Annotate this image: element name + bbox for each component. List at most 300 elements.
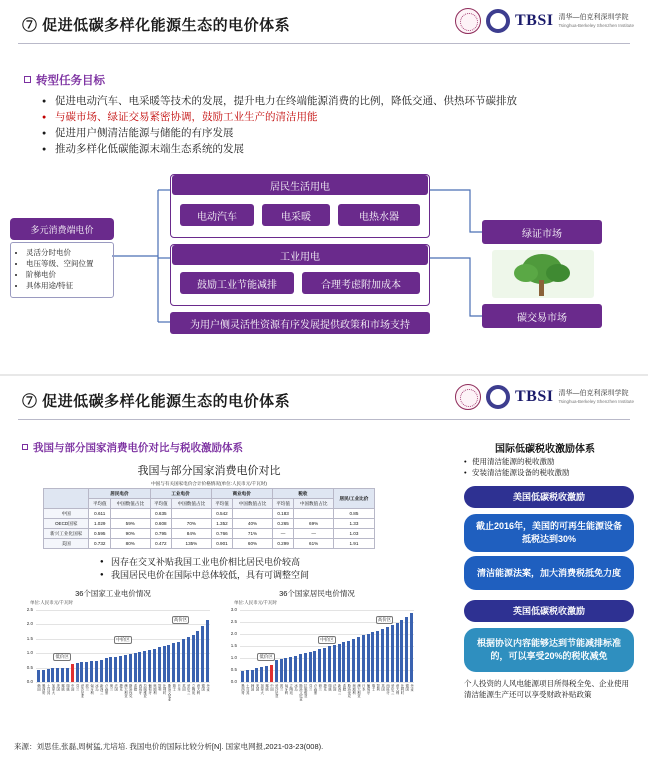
- x-axis-tick-label: 比利时: [162, 684, 167, 695]
- left-card-title: 多元消费端电价: [10, 218, 114, 240]
- bottom-support-bar: 为用户侧灵活性资源有序发展提供政策和市场支持: [170, 312, 430, 334]
- bar: [396, 623, 399, 682]
- gridline: [36, 610, 210, 611]
- bar: [114, 657, 117, 682]
- x-axis-tick-label: 丹麦: [409, 684, 414, 691]
- table-header-cell: 平均值: [272, 499, 294, 509]
- table-cell: 61%: [294, 539, 333, 549]
- table-cell: 69%: [294, 519, 333, 529]
- x-axis-tick-label: 芬兰: [75, 684, 80, 691]
- table-cell: 70%: [172, 519, 211, 529]
- x-axis-tick-label: 芬兰: [308, 684, 313, 691]
- brand-cn-line1: 清华—伯克利深圳学院: [558, 389, 629, 397]
- brand-subtitle: [558, 390, 634, 404]
- resident-panel-title: 居民生活用电: [172, 175, 428, 195]
- list-item: • 电压等级、空间位置: [26, 258, 109, 269]
- bar: [299, 654, 302, 682]
- x-axis-tick-label: 法国: [332, 684, 337, 691]
- x-axis-tick-label: 比利时: [399, 684, 404, 695]
- x-axis-tick-label: 拉脱维亚: [303, 684, 308, 698]
- table-cell: 1.91: [333, 539, 374, 549]
- section-heading: [24, 72, 105, 88]
- table-cell: 0.732: [89, 539, 111, 549]
- table-caption: 中国与有关国家电价合计价格情况(单位:人民币元/千瓦时): [151, 481, 267, 486]
- x-axis-tick-label: 希腊: [133, 684, 138, 691]
- bar: [313, 651, 316, 682]
- x-axis-tick-label: 冰岛: [293, 684, 298, 691]
- table-row: [44, 519, 375, 529]
- resident-item-heating: 电采暖: [262, 204, 330, 226]
- table-cell: 1.33: [333, 519, 374, 529]
- table-cell: [233, 509, 272, 519]
- zone-annotation: 高价区: [377, 616, 392, 622]
- table-cell: 新兴工业化国家: [44, 529, 89, 539]
- bar: [138, 652, 141, 682]
- bar: [265, 666, 268, 682]
- y-axis-tick-label: 0.5: [26, 664, 33, 670]
- bar: [338, 644, 341, 682]
- table-header-cell: 平均值: [211, 499, 233, 509]
- x-axis-tick-label: 捷克: [118, 684, 123, 691]
- bar: [410, 613, 413, 682]
- bar: [376, 631, 379, 682]
- chart-2-ylabel: 单位:人民币元/千瓦时: [234, 600, 277, 605]
- table-header-cell: 平均值: [150, 499, 172, 509]
- bar: [328, 646, 331, 682]
- bar: [260, 667, 263, 682]
- bar: [61, 668, 64, 682]
- table-cell: 0.766: [211, 529, 233, 539]
- table-cell: 90%: [111, 529, 150, 539]
- x-axis-tick-label: 爱尔兰: [186, 684, 191, 695]
- bar: [275, 660, 278, 682]
- x-axis-tick-label: 意大利: [195, 684, 200, 695]
- rail-card-uk-point-2: 个人投资的人风电能源项目所得税全免、企业使用清洁能源生产还可以享受财政补贴政策: [464, 678, 634, 700]
- table-cell: 1.03: [333, 529, 374, 539]
- x-axis-tick-label: 西班牙: [137, 684, 142, 695]
- rail-card-us-title: 美国低碳税收激励: [464, 486, 634, 508]
- x-axis-tick-label: 波兰: [279, 684, 284, 691]
- bar: [246, 670, 249, 682]
- bar: [255, 668, 258, 682]
- x-axis-tick-label: 荷兰: [317, 684, 322, 691]
- x-axis-tick-label: 爱沙尼亚: [79, 684, 84, 698]
- table-cell: —: [294, 529, 333, 539]
- tree-illustration: [492, 250, 594, 298]
- bar: [196, 631, 199, 682]
- x-axis-tick-label: 西班牙: [385, 684, 390, 695]
- ring-logo-icon: [486, 9, 510, 33]
- list-item: • 安装清洁能源设备的税收激励: [464, 467, 636, 478]
- table-cell: 0.183: [272, 509, 294, 519]
- bar: [95, 661, 98, 682]
- table-header-cell: [44, 489, 89, 509]
- x-axis-tick-label: 瑞士: [370, 684, 375, 691]
- x-axis-tick-label: 立陶宛: [191, 684, 196, 695]
- slide-2-header: [0, 376, 648, 420]
- table-row: [44, 509, 375, 519]
- table-cell: 84%: [172, 529, 211, 539]
- table-cell: 美国: [44, 539, 89, 549]
- x-axis-tick-label: 澳大利亚: [356, 684, 361, 698]
- y-axis-tick-label: 1.5: [26, 635, 33, 641]
- x-axis-tick-label: 美国: [55, 684, 60, 691]
- x-axis-tick-label: 新西兰: [337, 684, 342, 695]
- table-cell: [294, 509, 333, 519]
- table-header-row: [44, 489, 375, 499]
- gridline: [240, 610, 414, 611]
- y-axis-tick-label: 2.0: [26, 621, 33, 627]
- bar: [342, 642, 345, 682]
- zone-annotation: 高价区: [173, 616, 188, 622]
- bar: [362, 635, 365, 682]
- industry-item-cost: 合理考虑附加成本: [302, 272, 420, 294]
- x-axis-tick-label: 意大利: [395, 684, 400, 695]
- list-item: ● 推动多样化低碳能源末端生态系统的发展: [42, 142, 602, 157]
- source-citation: 来源：刘思佳,张磊,周树猛,尤培培. 我国电价的国际比较分析[N]. 国家电网报,2021-03-23(008).: [14, 742, 324, 751]
- bar: [105, 658, 108, 682]
- comparison-table: [43, 488, 375, 549]
- y-axis-tick-label: 0.0: [230, 679, 237, 684]
- gridline: [36, 682, 210, 683]
- mid-bullet-list: [100, 556, 400, 582]
- section-heading: [22, 440, 243, 455]
- bar: [400, 620, 403, 682]
- tree-trunk-icon: [539, 280, 544, 296]
- table-cell: 60%: [233, 539, 272, 549]
- x-axis-tick-label: 美国: [254, 684, 259, 691]
- y-axis-tick-label: 0.5: [230, 667, 237, 672]
- tree-foliage-icon: [546, 264, 570, 282]
- green-certificate-market-box: 绿证市场: [482, 220, 602, 244]
- bar: [37, 670, 40, 682]
- x-axis-tick-label: 瑞典: [65, 684, 70, 691]
- y-axis-tick-label: 1.0: [26, 650, 33, 656]
- table-header-cell: 平均值: [89, 499, 111, 509]
- bar: [172, 643, 175, 682]
- table-header-cell: 中国数值占比: [172, 499, 211, 509]
- table-cell: 0.635: [150, 509, 172, 519]
- bar: [367, 634, 370, 682]
- bar: [124, 655, 127, 682]
- brand-name: TBSI: [514, 388, 554, 405]
- table-cell: OECD国家: [44, 519, 89, 529]
- x-axis-tick-label: 立陶宛: [288, 684, 293, 695]
- list-item: • 具体用途/特征: [26, 280, 109, 291]
- table-cell: 1.029: [89, 519, 111, 529]
- table-cell: 0.472: [150, 539, 172, 549]
- bar: [405, 617, 408, 682]
- x-axis-tick-label: 智利: [157, 684, 162, 691]
- table-cell: 0.542: [211, 509, 233, 519]
- table-cell: [172, 509, 211, 519]
- bar: [80, 662, 83, 682]
- x-axis-tick-label: 中国: [70, 684, 75, 691]
- bar: [100, 660, 103, 682]
- table-cell: 0.795: [150, 529, 172, 539]
- list-item: ● 我国居民电价在国际中总体较低，具有可调整空间: [100, 569, 400, 582]
- x-axis-tick-label: 日本: [176, 684, 181, 691]
- table-cell: 80%: [111, 539, 150, 549]
- table-cell: 1.352: [211, 519, 233, 529]
- x-axis-tick-label: 加拿大: [259, 684, 264, 695]
- bar: [357, 637, 360, 682]
- table-cell: 0.595: [89, 529, 111, 539]
- bar: [129, 654, 132, 682]
- x-axis-tick-label: 波兰: [84, 684, 89, 691]
- bar: [85, 662, 88, 682]
- bar: [153, 649, 156, 682]
- x-axis-tick-label: 匈牙利: [89, 684, 94, 695]
- title-divider: [18, 43, 630, 44]
- table-cell: 0.85: [333, 509, 374, 519]
- bar: [304, 653, 307, 682]
- brand-logo-group: [455, 384, 634, 410]
- rail-card-us-point-2: 清洁能源法案，加大消费税抵免力度: [464, 556, 634, 590]
- brand-cn-line2: Tsinghua-Berkeley Shenzhen Institute: [558, 398, 634, 404]
- page-title: ⑦ 促进低碳多样化能源生态的电价体系: [22, 17, 291, 34]
- x-axis-tick-label: 英国: [380, 684, 385, 691]
- bar: [206, 620, 209, 682]
- bar: [352, 639, 355, 682]
- carbon-market-box: 碳交易市场: [482, 304, 602, 328]
- x-axis-tick-label: 法国: [113, 684, 118, 691]
- bar: [270, 665, 273, 682]
- table-cell: 中国: [44, 509, 89, 519]
- table-row: [44, 529, 375, 539]
- x-axis-tick-label: 卢森堡: [312, 684, 317, 695]
- chart-1-title: 36个国家工业电价情况: [75, 589, 151, 598]
- seal-icon: [455, 8, 481, 34]
- list-item: ● 促进电动汽车、电采暖等技术的发展，提升电力在终端能源消费的比例，降低交通、供热环节碳排放: [42, 94, 602, 109]
- bar: [391, 625, 394, 682]
- brand-cn-line2: Tsinghua-Berkeley Shenzhen Institute: [558, 22, 634, 28]
- bar: [251, 670, 254, 682]
- x-axis-tick-label: 智利: [375, 684, 380, 691]
- industry-panel-title: 工业用电: [172, 245, 428, 265]
- x-axis-tick-label: 卢森堡: [104, 684, 109, 695]
- list-item: ● 与碳市场、绿证交易紧密协调，鼓励工业生产的清洁用能: [42, 110, 602, 125]
- bar: [284, 658, 287, 682]
- table-header-cell: 中国数值占比: [233, 499, 272, 509]
- y-axis-tick-label: 1.0: [230, 655, 237, 660]
- seal-icon: [455, 384, 481, 410]
- bar: [51, 668, 54, 682]
- zone-annotation: 低价区: [259, 654, 273, 660]
- table-body: [44, 509, 375, 549]
- title-divider: [18, 419, 630, 420]
- bar: [143, 651, 146, 682]
- y-axis-tick-label: 3.0: [230, 607, 237, 612]
- table-row: [44, 539, 375, 549]
- brand-logo-group: [455, 8, 634, 34]
- square-bullet-icon: [24, 76, 31, 83]
- table-header-cell: 工业电价: [150, 489, 211, 499]
- bar: [109, 657, 112, 682]
- chart-1-ylabel: 单位:人民币元/千瓦时: [30, 600, 73, 605]
- table-cell: —: [272, 529, 294, 539]
- brand-subtitle: [558, 14, 634, 28]
- zone-annotation: 中价区: [116, 636, 130, 642]
- slide-1-header: [0, 0, 648, 44]
- x-axis-tick-label: 土耳其: [46, 684, 51, 695]
- brand-name: TBSI: [514, 12, 554, 29]
- industry-item-energysaving: 鼓励工业节能减排: [180, 272, 294, 294]
- tree-foliage-icon: [514, 264, 538, 282]
- table-header-cell: 居民/工业比价: [333, 489, 374, 509]
- bar: [76, 663, 79, 682]
- table-cell: 0.608: [150, 519, 172, 529]
- table-cell: 0.265: [272, 519, 294, 529]
- x-axis-tick-label: 瑞士: [171, 684, 176, 691]
- bar: [167, 645, 170, 682]
- section-heading-label: 我国与部分国家消费电价对比与税收激励体系: [33, 442, 243, 454]
- section-heading-label: 转型任务目标: [36, 75, 105, 87]
- x-axis-tick-label: 爱尔兰: [390, 684, 395, 695]
- table-cell: [111, 509, 150, 519]
- rail-title: 国际低碳税收激励体系: [495, 444, 595, 455]
- bar: [42, 670, 45, 682]
- bar: [71, 664, 74, 682]
- gridline: [36, 624, 210, 625]
- slide-2: [0, 376, 648, 758]
- bar: [371, 632, 374, 682]
- bar: [309, 652, 312, 682]
- page-title: ⑦ 促进低碳多样化能源生态的电价体系: [22, 393, 291, 410]
- rail-card-uk-title: 英国低碳税收激励: [464, 600, 634, 622]
- table-header-cell: 商业电价: [211, 489, 272, 499]
- rail-card-uk-point-1: 根据协议内容能够达到节能减排标准的，可以享受20%的税收减免: [464, 628, 634, 672]
- ring-logo-icon: [486, 385, 510, 409]
- bar: [241, 671, 244, 682]
- bar: [66, 668, 69, 682]
- x-axis-tick-label: 葡萄牙: [366, 684, 371, 695]
- rail-card-us-point-1: 截止2016年，美国的可再生能源设备抵税达到30%: [464, 514, 634, 552]
- bar: [318, 649, 321, 682]
- x-axis-tick-label: 斯洛文尼亚: [298, 684, 303, 701]
- bar: [294, 656, 297, 682]
- bar: [177, 642, 180, 682]
- x-axis-tick-label: 韩国: [250, 684, 255, 691]
- x-axis-tick-label: 荷兰: [108, 684, 113, 691]
- bar: [323, 648, 326, 682]
- chart-industry-prices: [18, 600, 214, 708]
- resident-item-ev: 电动汽车: [180, 204, 254, 226]
- bar: [119, 656, 122, 682]
- table-cell: 59%: [111, 519, 150, 529]
- x-axis-tick-label: 匈牙利: [283, 684, 288, 695]
- x-axis-tick-label: 挪威: [264, 684, 269, 691]
- x-axis-tick-label: 拉脱维亚: [142, 684, 147, 698]
- table-cell: 135%: [172, 539, 211, 549]
- x-axis-tick-label: 新西兰: [99, 684, 104, 695]
- bar: [333, 645, 336, 682]
- x-axis-tick-label: 澳大利亚: [123, 684, 128, 698]
- bar: [192, 635, 195, 682]
- resident-item-waterheater: 电热水器: [338, 204, 420, 226]
- zone-annotation: 中价区: [320, 636, 334, 642]
- bar: [289, 657, 292, 682]
- bullet-list: [42, 94, 602, 158]
- y-axis-tick-label: 1.5: [230, 643, 237, 648]
- x-axis-tick-label: 德国: [200, 684, 205, 691]
- x-axis-tick-label: 日本: [361, 684, 366, 691]
- left-card-list: [10, 242, 114, 298]
- diagram: [0, 170, 648, 355]
- table-header-cell: 中国数值占比: [111, 499, 150, 509]
- table-header-cell: 中国数值占比: [294, 499, 333, 509]
- bar: [182, 639, 185, 682]
- x-axis-tick-label: 斯洛伐克: [128, 684, 133, 698]
- x-axis-tick-label: 墨西哥: [41, 684, 46, 695]
- x-axis-tick-label: 冰岛: [94, 684, 99, 691]
- chart-2-title: 36个国家居民电价情况: [279, 589, 355, 598]
- bar: [90, 661, 93, 682]
- bar: [381, 629, 384, 682]
- bar: [201, 626, 204, 682]
- table-header-cell: 税收: [272, 489, 333, 499]
- table-cell: 0.299: [272, 539, 294, 549]
- list-item: ● 因存在交叉补贴我国工业电价相比居民电价较高: [100, 556, 400, 569]
- list-item: • 灵活分时电价: [26, 247, 109, 258]
- x-axis-tick-label: 斯洛文尼亚: [166, 684, 171, 701]
- bar: [158, 647, 161, 682]
- x-axis-tick-label: 土耳其: [245, 684, 250, 695]
- square-bullet-icon: [22, 444, 28, 450]
- table-cell: 0.611: [89, 509, 111, 519]
- brand-cn-line1: 清华—伯克利深圳学院: [558, 13, 629, 21]
- bar: [187, 637, 190, 682]
- x-axis-tick-label: 德国: [404, 684, 409, 691]
- x-axis-tick-label: 奥地利: [152, 684, 157, 695]
- comparison-table-wrap: [43, 481, 375, 549]
- x-axis-tick-label: 希腊: [341, 684, 346, 691]
- y-axis-tick-label: 2.0: [230, 631, 237, 636]
- list-item: ● 促进用户侧清洁能源与储能的有序发展: [42, 126, 602, 141]
- x-axis-tick-label: 英国: [181, 684, 186, 691]
- x-axis-tick-label: 挪威: [60, 684, 65, 691]
- x-axis-tick-label: 奥地利: [351, 684, 356, 695]
- bar: [148, 650, 151, 682]
- y-axis-tick-label: 2.5: [26, 607, 33, 612]
- rail-bullet-list: [454, 456, 636, 478]
- bar: [386, 627, 389, 682]
- x-axis-tick-label: 葡萄牙: [147, 684, 152, 695]
- x-axis-tick-label: 加拿大: [50, 684, 55, 695]
- zone-annotation: 低价区: [55, 654, 69, 660]
- table-subheader-row: [44, 499, 375, 509]
- x-axis-tick-label: 韩国: [36, 684, 41, 691]
- bar: [47, 669, 50, 682]
- table-cell: 0.901: [211, 539, 233, 549]
- chart-residential-prices: [222, 600, 418, 708]
- x-axis-tick-label: 爱沙尼亚: [274, 684, 279, 698]
- table-title: 我国与部分国家消费电价对比: [137, 465, 281, 477]
- list-item: • 使用清洁能源的税收激励: [464, 456, 636, 467]
- bar: [163, 646, 166, 682]
- slide-1: [0, 0, 648, 376]
- gridline: [240, 682, 414, 683]
- x-axis-tick-label: 丹麦: [205, 684, 210, 691]
- bar: [347, 641, 350, 682]
- x-axis-tick-label: 捷克: [322, 684, 327, 691]
- bar: [280, 659, 283, 682]
- list-item: • 阶梯电价: [26, 269, 109, 280]
- table-header-cell: 居民电价: [89, 489, 150, 499]
- x-axis-tick-label: 斯洛伐克: [346, 684, 351, 698]
- x-axis-tick-label: 墨西哥: [240, 684, 245, 695]
- x-axis-tick-label: 中国: [269, 684, 274, 691]
